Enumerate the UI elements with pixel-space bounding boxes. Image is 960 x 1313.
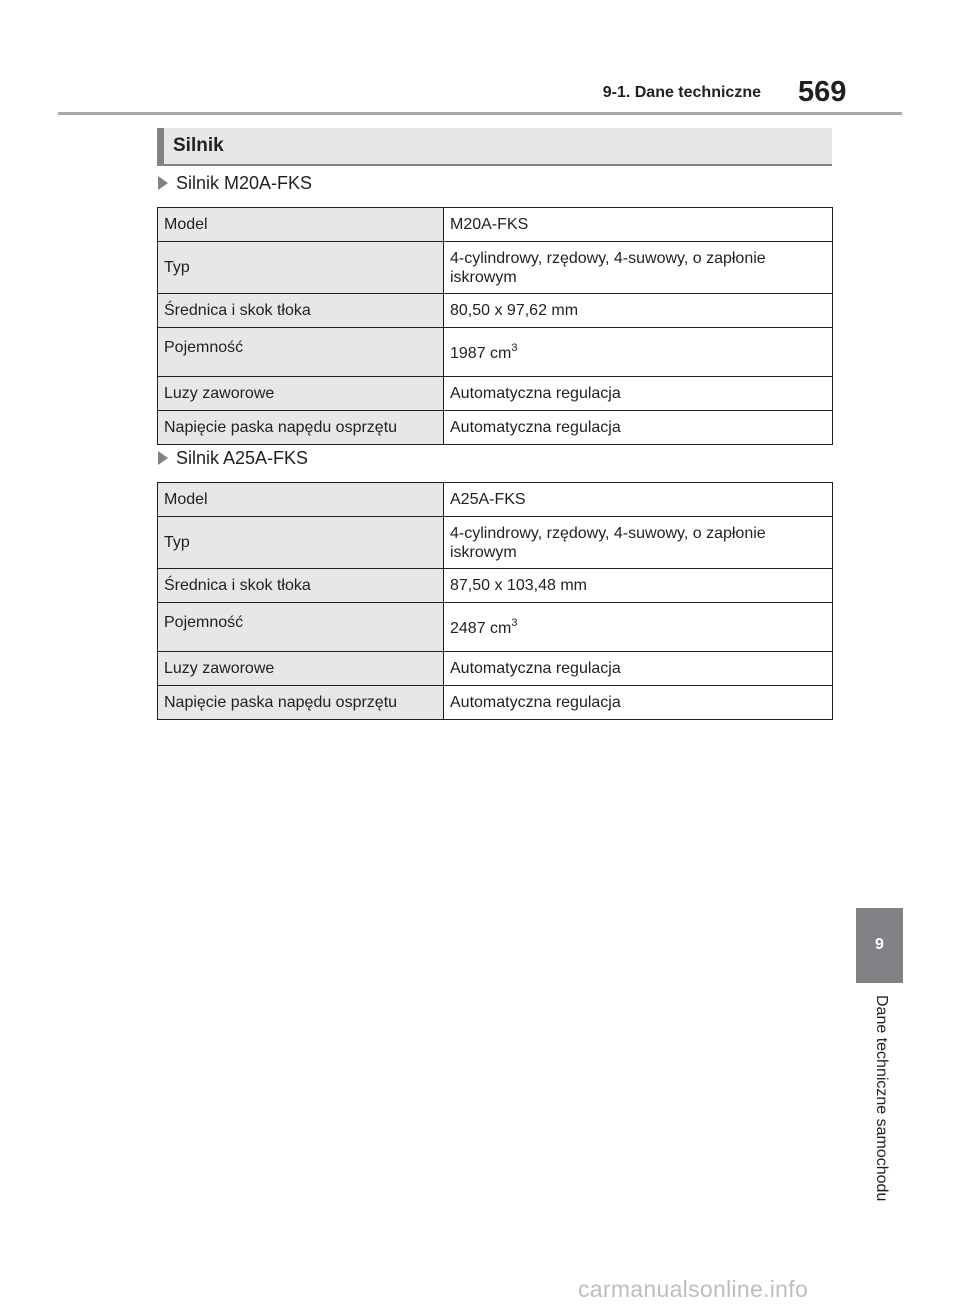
displacement-value: 1987 cm	[450, 345, 512, 362]
spec-value: 4-cylindrowy, rzędowy, 4-suwowy, o zapłonie iskrowym	[444, 517, 833, 569]
table-row	[158, 377, 833, 411]
spec-label: Pojemność	[158, 328, 444, 377]
table-row	[158, 483, 833, 517]
engine-spec-table	[157, 207, 833, 445]
table-row	[158, 294, 833, 328]
spec-label: Typ	[158, 242, 444, 294]
section-title: 9-1. Dane techniczne	[602, 84, 761, 101]
chapter-label: Dane techniczne samochodu	[873, 995, 890, 1202]
spec-value: 80,50 x 97,62 mm	[444, 294, 833, 328]
spec-value: M20A-FKS	[444, 208, 833, 242]
spec-label: Średnica i skok tłoka	[158, 569, 444, 603]
table-row	[158, 242, 833, 294]
spec-label: Napięcie paska napędu osprzętu	[158, 686, 444, 720]
table-row	[158, 328, 833, 377]
chapter-number: 9	[875, 936, 884, 953]
spec-value: Automatyczna regulacja	[444, 652, 833, 686]
table-row	[158, 652, 833, 686]
spec-label: Napięcie paska napędu osprzętu	[158, 411, 444, 445]
table-row	[158, 411, 833, 445]
header-divider	[58, 112, 902, 115]
unit-superscript: 3	[511, 342, 518, 354]
table-row	[158, 517, 833, 569]
spec-value	[444, 603, 833, 652]
spec-label: Model	[158, 483, 444, 517]
section-heading	[157, 128, 832, 164]
spec-value: Automatyczna regulacja	[444, 686, 833, 720]
section-heading-divider	[157, 164, 832, 166]
page-number: 569	[798, 76, 847, 108]
chapter-tab[interactable]	[856, 908, 903, 983]
watermark: carmanualsonline.info	[578, 1276, 809, 1302]
unit-superscript: 3	[511, 617, 518, 629]
table-row	[158, 208, 833, 242]
engine-subheading	[158, 173, 312, 194]
engine-subheading-label: Silnik M20A-FKS	[176, 173, 313, 193]
spec-label: Typ	[158, 517, 444, 569]
engine-spec-table	[157, 482, 833, 720]
spec-value	[444, 328, 833, 377]
spec-value: 87,50 x 103,48 mm	[444, 569, 833, 603]
section-heading-label: Silnik	[173, 135, 224, 156]
spec-label: Luzy zaworowe	[158, 652, 444, 686]
displacement-value: 2487 cm	[450, 620, 512, 637]
table-row	[158, 686, 833, 720]
table-row	[158, 569, 833, 603]
triangle-right-icon	[158, 451, 168, 465]
spec-value: Automatyczna regulacja	[444, 411, 833, 445]
spec-label: Średnica i skok tłoka	[158, 294, 444, 328]
spec-value: 4-cylindrowy, rzędowy, 4-suwowy, o zapłonie iskrowym	[444, 242, 833, 294]
spec-label: Model	[158, 208, 444, 242]
engine-subheading-label: Silnik A25A-FKS	[176, 448, 309, 468]
triangle-right-icon	[158, 176, 168, 190]
table-row	[158, 603, 833, 652]
spec-value: Automatyczna regulacja	[444, 377, 833, 411]
spec-label: Pojemność	[158, 603, 444, 652]
spec-value: A25A-FKS	[444, 483, 833, 517]
spec-label: Luzy zaworowe	[158, 377, 444, 411]
engine-subheading	[158, 448, 308, 469]
